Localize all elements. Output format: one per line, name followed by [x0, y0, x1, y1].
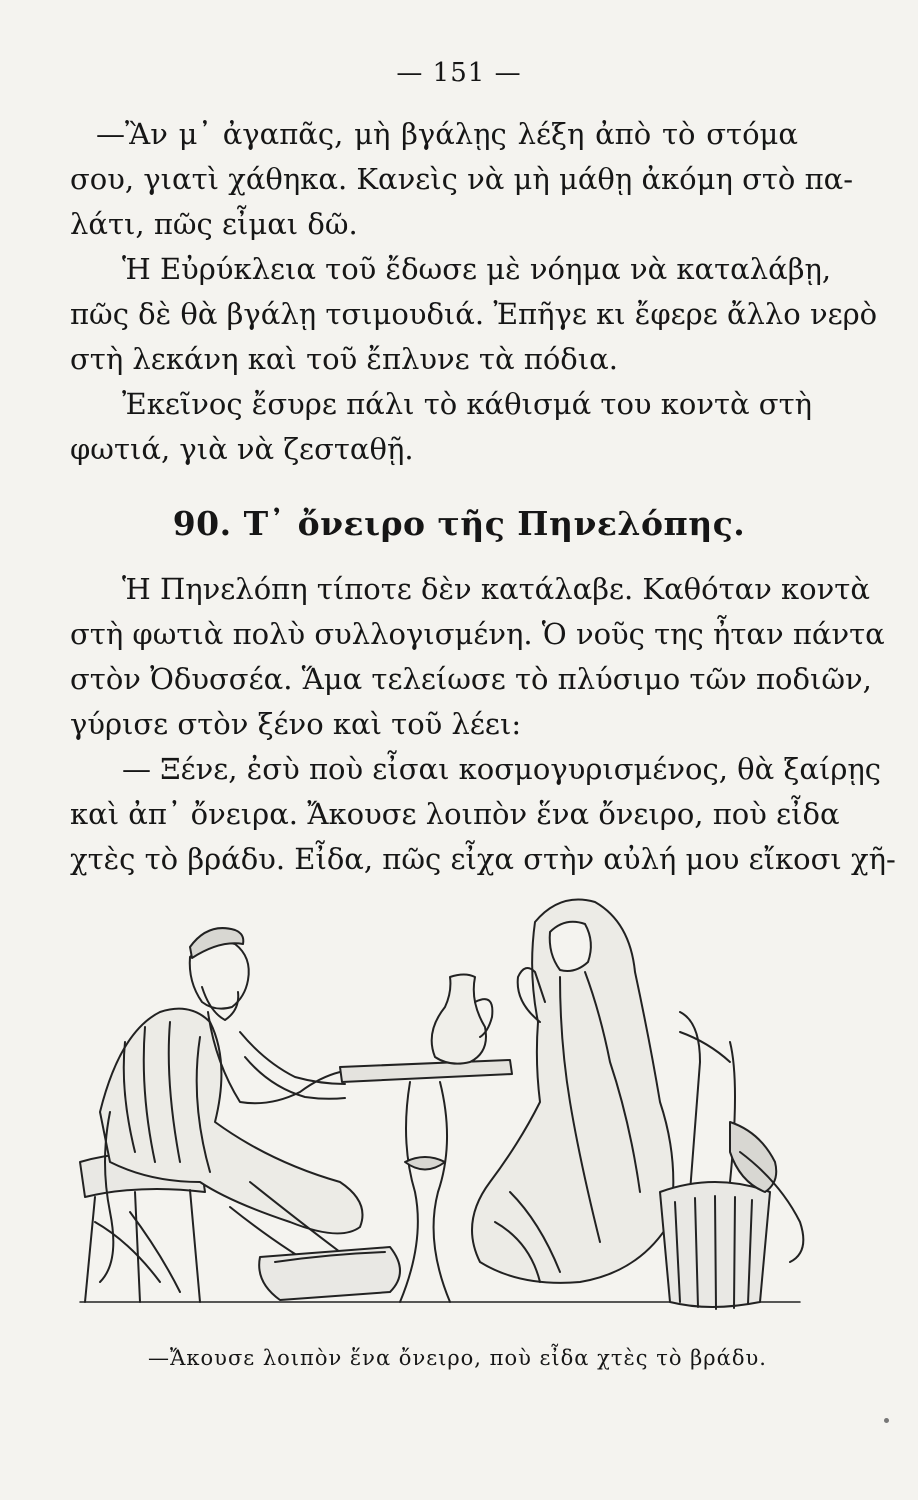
- illustration: [40, 862, 840, 1332]
- page-number: — 151 —: [396, 58, 522, 88]
- text-line: φωτιά, γιὰ νὰ ζεσταθῇ.: [70, 432, 414, 466]
- text-line: καὶ ἀπ᾽ ὄνειρα. Ἄκουσε λοιπὸν ἕνα ὄνειρο, ποὺ εἶδα: [70, 797, 840, 831]
- chapter-body: [70, 567, 896, 882]
- paper-speck: [884, 1418, 889, 1423]
- text-line: πῶς δὲ θὰ βγάλῃ τσιμουδιά. Ἐπῆγε κι ἔφερε ἄλλο νερὸ: [70, 297, 878, 331]
- text-line: χτὲς τὸ βράδυ. Εἶδα, πῶς εἶχα στὴν αὐλή μου εἴκοσι χῆ-: [70, 842, 896, 876]
- text-line: Ἐκεῖνος ἔσυρε πάλι τὸ κάθισμά του κοντὰ στὴ: [122, 387, 813, 421]
- text-line: σου, γιατὶ χάθηκα. Κανεὶς νὰ μὴ μάθῃ ἀκόμη στὸ πα-: [70, 162, 854, 196]
- text-line: λάτι, πῶς εἶμαι δῶ.: [70, 207, 358, 241]
- text-line: Ἡ Πηνελόπη τίποτε δὲν κατάλαβε. Καθόταν κοντὰ: [122, 572, 870, 606]
- text-line: — Ξένε, ἐσὺ ποὺ εἶσαι κοσμογυρισμένος, θὰ ξαίρῃς: [122, 752, 882, 786]
- text-line: στὴ λεκάνη καὶ τοῦ ἔπλυνε τὰ πόδια.: [70, 342, 618, 376]
- text-line: γύρισε στὸν ξένο καὶ τοῦ λέει:: [70, 707, 522, 741]
- illustration-caption: —Ἄκουσε λοιπὸν ἕνα ὄνειρο, ποὺ εἶδα χτὲς τὸ βράδυ.: [148, 1346, 767, 1370]
- chapter-heading: 90. Τ᾽ ὄνειρο τῆς Πηνελόπης.: [172, 504, 746, 543]
- top-paragraphs: [70, 112, 878, 472]
- text-line: στὸν Ὀδυσσέα. Ἅμα τελείωσε τὸ πλύσιμο τῶν ποδιῶν,: [70, 662, 872, 696]
- text-line: —Ἂν μ᾽ ἀγαπᾶς, μὴ βγάλῃς λέξη ἀπὸ τὸ στόμα: [96, 117, 798, 151]
- text-line: Ἡ Εὐρύκλεια τοῦ ἔδωσε μὲ νόημα νὰ καταλάβῃ,: [122, 252, 832, 286]
- text-line: στὴ φωτιὰ πολὺ συλλογισμένη. Ὁ νοῦς της ἦταν πάντα: [70, 617, 885, 651]
